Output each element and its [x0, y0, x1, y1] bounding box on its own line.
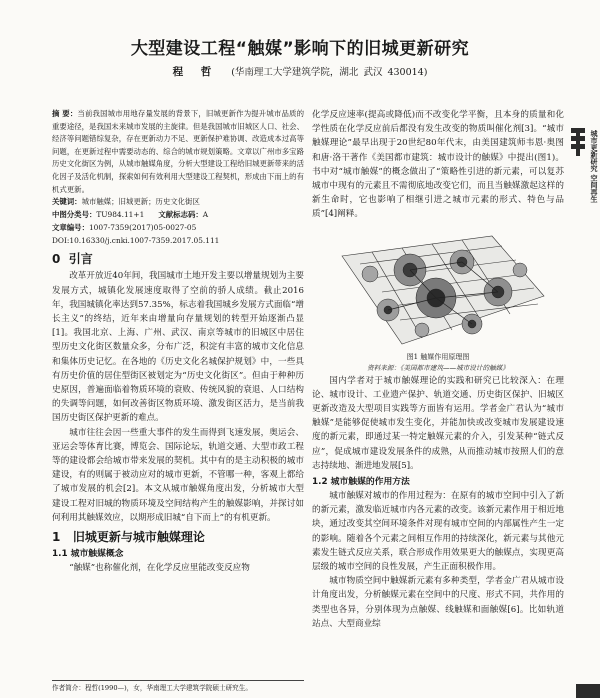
keywords-text: 城市触媒；旧城更新；历史文化街区 — [81, 197, 200, 207]
section-1-1-paragraph: “触媒”也称催化剂，在化学反应里能改变反应物 — [69, 563, 250, 573]
intro-paragraph-2: 城市往往会因一些重大事件的发生而得到飞速发展，奥运会、亚运会等体育比赛，博览会、国际论坛，轨道交通、大型市政工程等的建设都会给城市带来发展的契机。其中有的是主动积极的城市建设，有的则属于被动应对的城市更新，不管哪一种，客观上都给了城市发展的机会[2]。本文从城市触媒角度出发，分析城市大型建设工程对旧城的物质环境及空间结构产生的触媒影响，并探讨如何利用其触媒效应，以期形成旧城“自下而上”的有机更新。 — [52, 427, 304, 523]
right-paragraph-4: 城市物质空间中触媒新元素有多种类型，学者金广君从城市设计角度出发，分析触媒元素在空间中的尺度、形式不同，共作用的类型也各异，分别体现为点触媒、线触媒和面触媒[6]。比如轨道站点、大型商业综 — [312, 576, 564, 629]
section-number: 1.1 — [52, 549, 68, 559]
section-title: 城市触媒的作用方法 — [330, 477, 410, 488]
page-tab — [576, 684, 600, 698]
right-paragraph-3: 城市触媒对城市的作用过程为：在原有的城市空间中引入了新的新元素，激发临近城市内各元素的改变。该新元素作用于相近地块，通过改变其空间环境条件对现有城市空间的内部属性产生一定的影响。随着各个元素之间相互作用的持续深化，新元素与其他元素发生链式反应关系，联合形成作用效果更大的触媒点，实现更高层级的城市空间的良性发展，产生正面积极作用。 — [312, 491, 564, 573]
keywords-row — [52, 196, 304, 209]
clc-row — [52, 209, 304, 222]
keywords-label: 关键词： — [52, 197, 82, 207]
doc-code-value: A — [202, 209, 209, 219]
section-title: 引言 — [68, 252, 93, 267]
author-footnote: 作者简介：程哲(1990—)，女，华南理工大学建筑学院硕士研究生。 — [52, 680, 304, 693]
article-no-row — [52, 222, 304, 235]
section-title: 城市触媒概念 — [70, 549, 124, 559]
abstract — [52, 108, 304, 196]
section-0-heading — [52, 251, 304, 267]
abstract-label: 摘 要： — [52, 109, 78, 118]
doi-value: 10.16330/j.cnki.1007-7359.2017.05.111 — [69, 235, 220, 245]
section-1-1-heading — [52, 547, 304, 561]
doi-label: DOI: — [52, 235, 70, 245]
figure-source: 资料来源：《美国都市建筑——城市设计的触媒》 — [367, 363, 509, 372]
clc-label: 中图分类号： — [52, 209, 97, 219]
article-meta — [52, 196, 304, 247]
author-name: 程 哲 — [172, 66, 218, 78]
right-column — [312, 108, 564, 631]
section-1-heading — [52, 529, 304, 545]
figure-caption: 图1 触媒作用原理图 — [406, 352, 470, 361]
section-number: 1.2 — [312, 477, 328, 488]
author-affiliation: (华南理工大学建筑学院，湖北 武汉 430014) — [231, 67, 428, 78]
journal-section-label: 城市更新研究 空间再生 — [590, 130, 598, 203]
article-no-value: 1007-7359(2017)05-0027-05 — [88, 222, 197, 232]
author-line — [0, 64, 600, 79]
section-marker-icon — [571, 128, 585, 156]
section-number: 1 — [52, 530, 61, 544]
abstract-text: 当前我国城市用地存量发展的背景下，旧城更新作为提升城市品质的重要途径，是我国未来城市发展的主旋律。但是我国城市旧城区人口、社会、经济等问题错综复杂，存在更新动力不足、更新保护难协调、改造成本过高等问题，在更新过程中需要动态的、综合的城市规划策略。文章以广州市多宝路历史文化街区为例，从城市触媒角度，分析大型建设工程给旧城更新带来的活化因子及活化机制，探索如何有效利用大型建设工程契机，形成由下而上的有机式更新。 — [52, 109, 304, 194]
doc-code-label: 文献标志码： — [158, 209, 203, 219]
right-paragraph-1: 化学反应速率(提高或降低)而不改变化学平衡，且本身的质量和化学性质在化学反应前后都没有发生改变的物质叫催化剂[3]。“城市触媒理论”最早出现于20世纪80年代末，由美国建筑师韦恩·奥图和唐·洛干著作《美国都市建筑：城市设计的触媒》中提出(图1)。书中对“城市触媒”的概念做出了“策略性引进的新元素，可以复苏城市中现有的元素且不需彻底地改变它们，而且当触媒激起这样的新生命时，它也影响了相继引进之城市元素的形式、特色与品质”[4]阐释。 — [312, 110, 564, 220]
right-paragraph-2: 国内学者对于城市触媒理论的实践和研究已比较深入：在理论、城市设计、工业遗产保护、轨道交通、历史街区保护、旧城区更新改造及大型项目实践等方面皆有运用。学者金广君认为“城市触媒”是能够促使城市发生变化，并能加快或改变城市发展建设速度的新元素，即通过某一特定触媒元素的介入，引发某种“链式反应”，促成城市建设发展条件的成熟，从而推动城市按照人们的意志持续地、渐进地发展[5]。 — [312, 375, 564, 471]
doi-row — [52, 235, 304, 248]
clc-value: TU984.11+1 — [96, 209, 145, 219]
article-title: 大型建设工程“触媒”影响下的旧城更新研究 — [130, 39, 470, 59]
article-no-label: 文章编号： — [52, 222, 89, 232]
intro-paragraph-1: 改革开放近40年间，我国城市土地开发主要以增量规划为主要发展方式，城镇化发展速度取得了空前的骄人成绩。截止2016年，我国城镇化率达到57.35%，标志着我国城乡发展方式面临“增长主义”的终结，近年来由增量向存量规划的转型开始逐渐凸显[1]。我国北京、上海、广州、武汉、南京等城市的旧城区中居住型历史文化街区数量众多，分布广泛，积淀有丰富的城市文化信息和集体历史记忆。在各地的《历史文化名城保护规划》中，一些具有历史价值的居住型街区被划定为“历史文化街区”。但由于种种历史原因，普遍面临着物质环境的衰败、传统风貌的衰退、人口结构的失调等问题，如何改善街区物质环境、激发街区活力，是当前我国历史街区保护更新的难点。 — [52, 271, 305, 424]
section-number: 0 — [52, 252, 61, 267]
section-1-2-heading — [312, 475, 564, 489]
left-column — [52, 108, 304, 575]
section-title: 旧城更新与城市触媒理论 — [72, 530, 205, 544]
catalyst-diagram-svg — [312, 226, 564, 352]
catalyst-diagram — [312, 226, 564, 352]
